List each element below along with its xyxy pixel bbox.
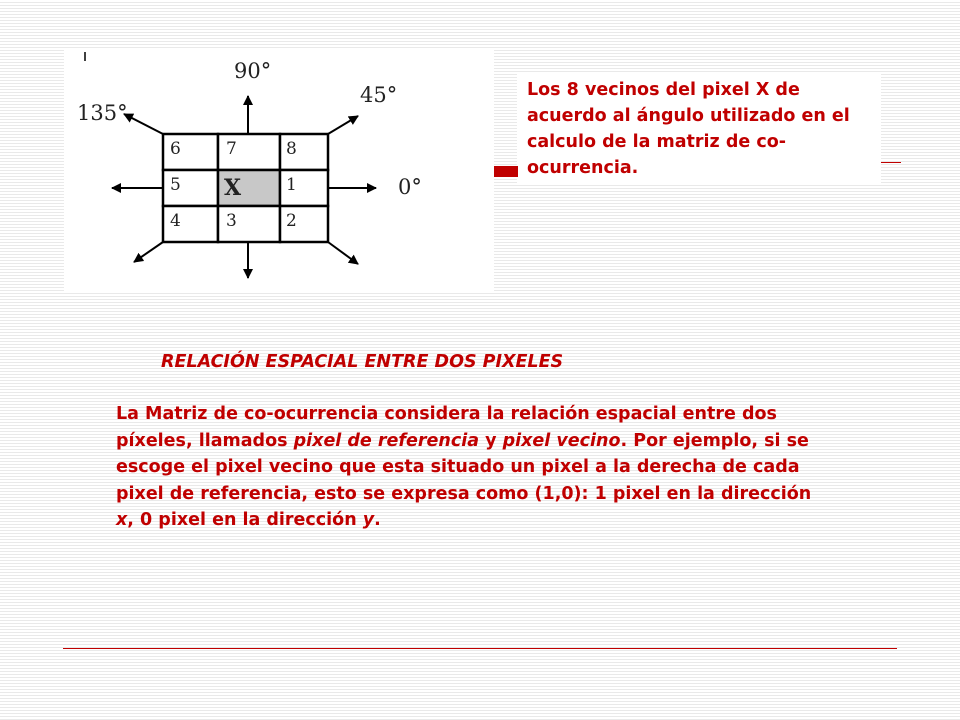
neighbor-diagram-svg: [64, 50, 494, 292]
angle-90-label: 90°: [234, 59, 272, 83]
arrow-45-icon: [328, 116, 358, 134]
caption-box: [517, 73, 881, 185]
arrow-225-icon: [134, 242, 163, 262]
paragraph-text-1: La Matriz de co-ocurrencia considera la relación espacial entre dos píxeles, llamados: [116, 404, 777, 451]
diagram-caption: Los 8 vecinos del pixel X de acuerdo al ángulo utilizado en el calculo de la matriz de co-ocurrencia.: [527, 80, 850, 178]
cell-5-label: 5: [170, 175, 181, 195]
cell-4-label: 4: [170, 211, 181, 231]
paragraph-text-4: , 0 pixel en la dirección: [127, 510, 363, 530]
bottom-divider: [63, 648, 897, 649]
term-y: y: [362, 510, 375, 530]
angle-45-label: 45°: [360, 83, 398, 107]
cell-6-label: 6: [170, 139, 181, 159]
cell-1-label: 1: [286, 175, 297, 195]
red-marker: [494, 166, 518, 177]
arrow-315-icon: [328, 242, 358, 264]
cell-3-label: 3: [226, 211, 237, 231]
red-divider-short: [881, 162, 901, 163]
body-paragraph: [116, 401, 816, 534]
center-pixel-label: X: [224, 175, 242, 201]
arrow-135-icon: [124, 114, 163, 134]
paragraph-text-2: y: [479, 430, 503, 451]
term-reference-pixel: pixel de referencia: [293, 430, 480, 451]
neighbor-diagram: [64, 50, 494, 292]
cell-7-label: 7: [226, 139, 237, 159]
paragraph-text-5: .: [374, 510, 381, 530]
cell-8-label: 8: [286, 139, 297, 159]
section-heading: RELACIÓN ESPACIAL ENTRE DOS PIXELES: [161, 352, 564, 372]
pixel-grid: [163, 134, 328, 242]
cell-2-label: 2: [286, 211, 297, 231]
paragraph-text-3: . Por ejemplo, si se escoge el pixel vecino que esta situado un pixel a la derecha de cada pixel de referencia, esto se expresa como (1,0): 1 pixel en la dirección: [116, 430, 812, 504]
angle-0-label: 0°: [398, 175, 422, 199]
term-neighbor-pixel: pixel vecino: [502, 430, 621, 451]
term-x: x: [116, 510, 128, 530]
angle-135-label: 135°: [77, 101, 128, 125]
